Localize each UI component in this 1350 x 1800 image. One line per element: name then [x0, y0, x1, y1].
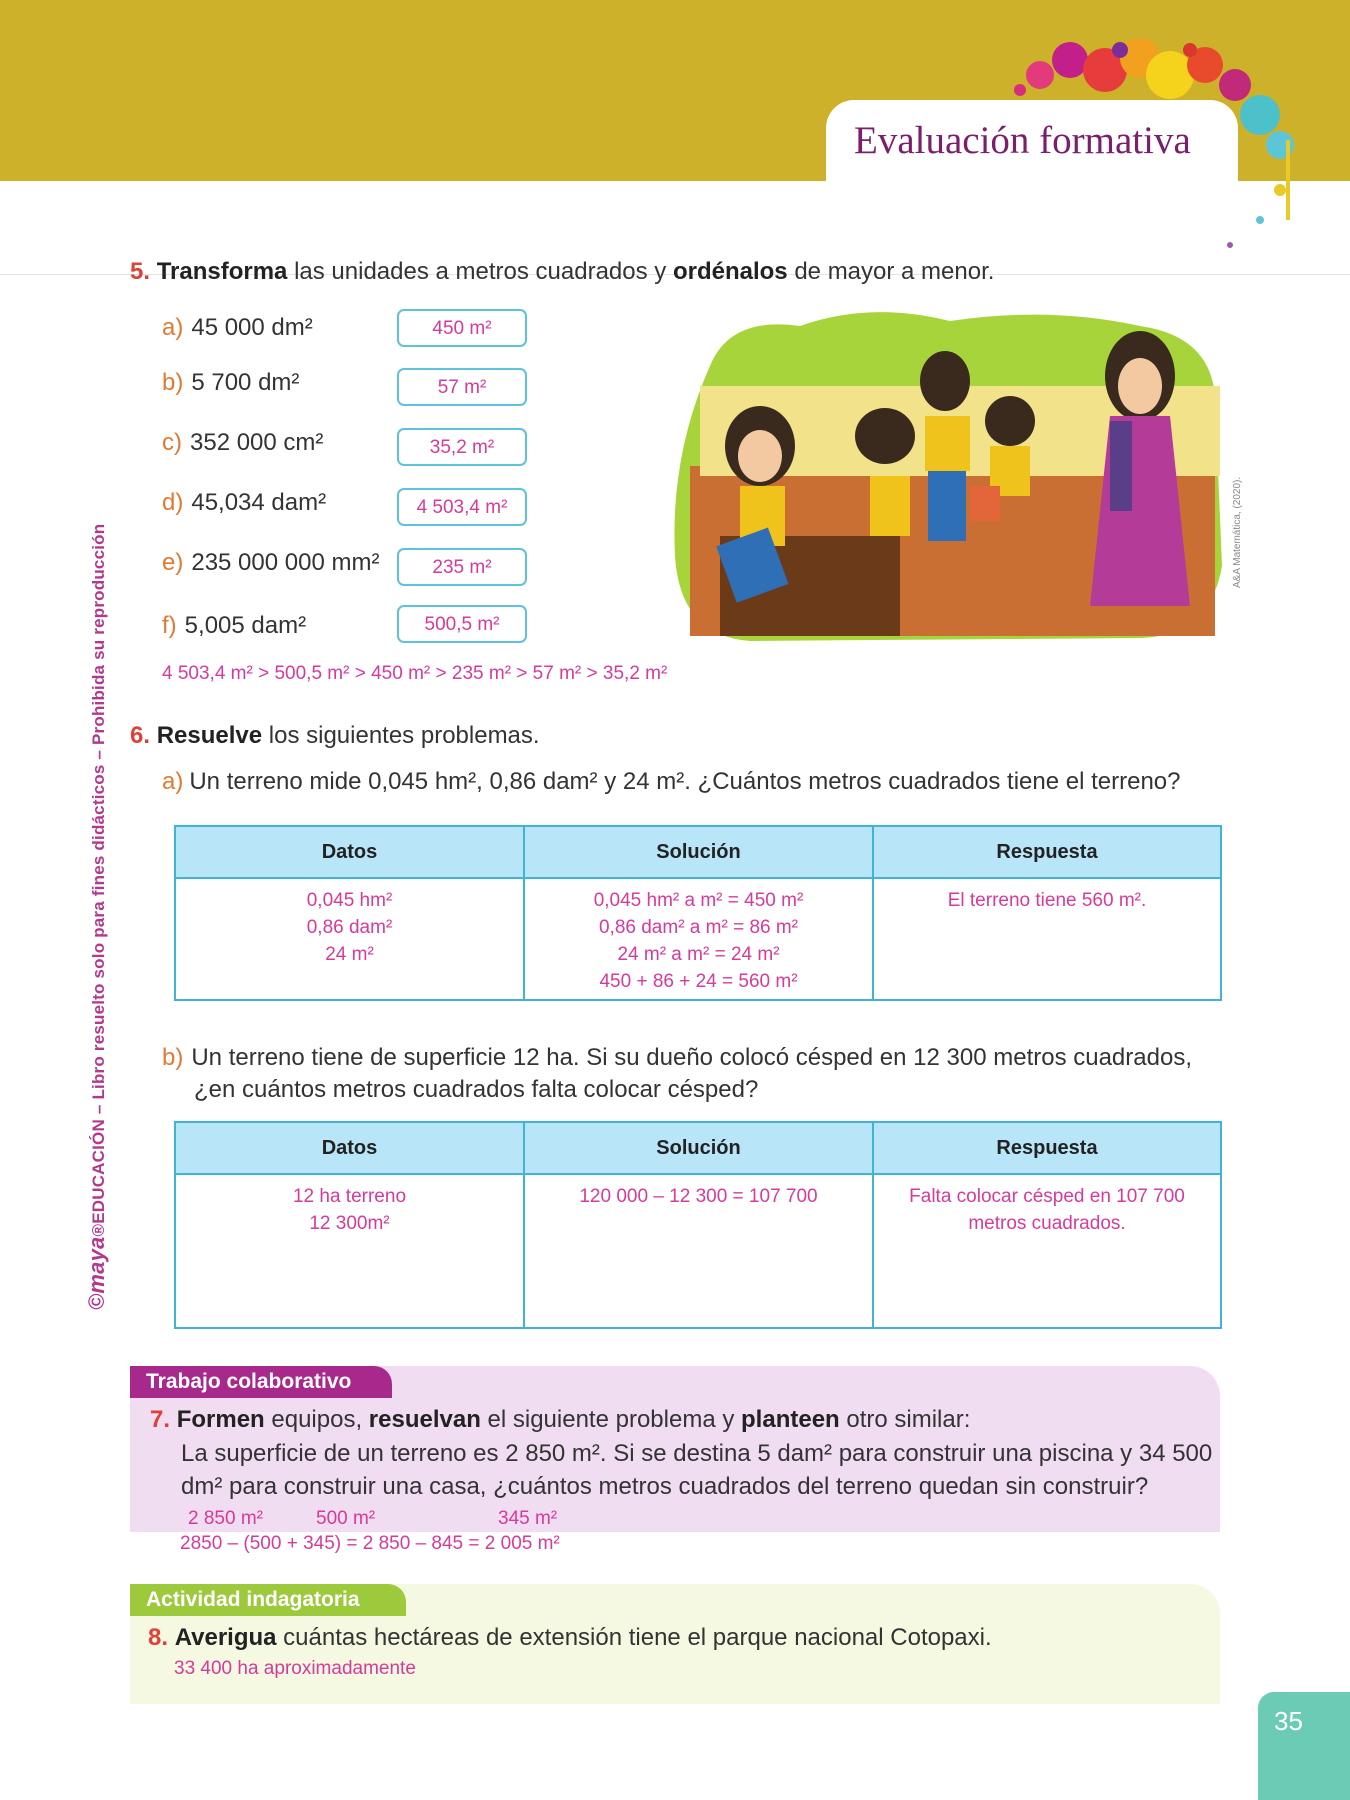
item-value: 352 000 cm²: [190, 429, 324, 456]
item-value: 5 700 dm²: [191, 369, 300, 396]
solucion-cell: [524, 1174, 873, 1328]
datos-cell: [175, 878, 524, 1000]
item-letter: b): [162, 1044, 184, 1071]
datos-cell: [175, 1174, 524, 1328]
question-6b: [162, 1044, 1192, 1072]
datos-line: 0,045 hm²: [306, 890, 393, 911]
item-letter: e): [162, 549, 184, 576]
question-number: 6.: [130, 722, 151, 749]
order-answer: 4 503,4 m² > 500,5 m² > 450 m² > 235 m² > 57 m² > 35,2 m²: [162, 663, 668, 684]
answer-box: 235 m²: [397, 548, 527, 586]
item-letter: a): [162, 314, 184, 341]
header-solucion: Solución: [524, 1122, 873, 1174]
item-letter: c): [162, 429, 182, 456]
brand-name: ©maya: [84, 1236, 109, 1310]
keyword: ordénalos: [672, 258, 788, 285]
item-letter: a): [162, 768, 184, 795]
datos-line: 12 300m²: [309, 1213, 390, 1234]
item-f: [162, 612, 306, 640]
item-value: 5,005 dam²: [184, 612, 307, 639]
keyword: Formen: [176, 1406, 265, 1433]
keyword: resuelvan: [368, 1406, 481, 1433]
header-respuesta: Respuesta: [873, 1122, 1221, 1174]
solucion-line: 24 m² a m² = 24 m²: [617, 944, 780, 965]
header-solucion: Solución: [524, 826, 873, 878]
question-number: 7.: [150, 1406, 171, 1433]
keyword: Resuelve: [156, 722, 263, 749]
question-text: las unidades a metros cuadrados y: [287, 258, 673, 285]
question-5: [130, 258, 994, 286]
respuesta-line: metros cuadrados.: [968, 1213, 1126, 1234]
header-datos: Datos: [175, 1122, 524, 1174]
copyright-note: ®EDUCACIÓN – Libro resuelto solo para fines didácticos – Prohibida su reproducción: [89, 523, 108, 1237]
activity-tag: Actividad indagatoria: [130, 1584, 406, 1616]
collab-answer-value: 2 850 m²: [188, 1508, 263, 1529]
question-6a: [162, 768, 1181, 796]
item-d: [162, 489, 326, 517]
question-6b-line2: ¿en cuántos metros cuadrados falta colocar césped?: [194, 1076, 759, 1103]
solucion-line: 0,045 hm² a m² = 450 m²: [593, 890, 804, 911]
answer-box: 57 m²: [397, 368, 527, 406]
answer-box: 450 m²: [397, 309, 527, 347]
question-text: el siguiente problema y: [480, 1406, 742, 1433]
solution-table-b: [174, 1121, 1222, 1329]
respuesta-cell: [873, 1174, 1221, 1328]
item-b: [162, 369, 299, 397]
keyword: Averigua: [174, 1624, 277, 1651]
children-classroom-illustration: [670, 306, 1222, 646]
item-value: 45,034 dam²: [191, 489, 327, 516]
item-c: [162, 429, 323, 457]
item-value: 235 000 000 mm²: [191, 549, 380, 576]
solucion-line: 120 000 – 12 300 = 107 700: [579, 1186, 818, 1207]
answer-box: 500,5 m²: [397, 605, 527, 643]
keyword: planteen: [741, 1406, 840, 1433]
image-credit: A&A Matemática, (2020).: [1232, 476, 1243, 588]
datos-line: 12 ha terreno: [292, 1186, 407, 1207]
question-number: 8.: [148, 1624, 169, 1651]
item-e: [162, 549, 379, 577]
question-text: los siguientes problemas.: [262, 722, 540, 749]
question-text: cuántas hectáreas de extensión tiene el parque nacional Cotopaxi.: [276, 1624, 992, 1651]
copyright-side-text: [84, 524, 110, 1310]
collab-answer-value: 500 m²: [316, 1508, 376, 1529]
solution-table-a: [174, 825, 1222, 1001]
question-7-line1: La superficie de un terreno es 2 850 m². Si se destina 5 dam² para construir una piscina y 34 500: [181, 1440, 1213, 1467]
title-tab: [826, 100, 1238, 204]
page-number: 35: [1274, 1706, 1303, 1736]
question-6: [130, 722, 540, 750]
page-number-tab: [1258, 1692, 1350, 1800]
question-8: [148, 1624, 992, 1652]
answer-box: 35,2 m²: [397, 428, 527, 466]
answer-box: 4 503,4 m²: [397, 488, 527, 526]
respuesta-line: El terreno tiene 560 m².: [947, 890, 1147, 911]
datos-line: 0,86 dam²: [306, 917, 393, 938]
question-number: 5.: [130, 258, 151, 285]
question-text: Un terreno mide 0,045 hm², 0,86 dam² y 24 m². ¿Cuántos metros cuadrados tiene el terreno?: [189, 768, 1181, 795]
item-letter: f): [162, 612, 177, 639]
collaborative-tag: Trabajo colaborativo: [130, 1366, 392, 1398]
datos-line: 24 m²: [325, 944, 374, 965]
page-title: Evaluación formativa: [854, 119, 1191, 162]
question-text: de mayor a menor.: [787, 258, 995, 285]
collab-answer-operation: 2850 – (500 + 345) = 2 850 – 845 = 2 005 m²: [180, 1533, 560, 1554]
question-7: [150, 1406, 970, 1434]
solucion-cell: [524, 878, 873, 1000]
item-a: [162, 314, 313, 342]
item-value: 45 000 dm²: [191, 314, 313, 341]
respuesta-line: Falta colocar césped en 107 700: [909, 1186, 1185, 1207]
solucion-line: 450 + 86 + 24 = 560 m²: [599, 971, 798, 992]
solucion-line: 0,86 dam² a m² = 86 m²: [598, 917, 799, 938]
collab-answer-value: 345 m²: [498, 1508, 558, 1529]
question-text: Un terreno tiene de superficie 12 ha. Si su dueño colocó césped en 12 300 metros cuadrados,: [191, 1044, 1192, 1071]
respuesta-cell: [873, 878, 1221, 1000]
question-text: otro similar:: [839, 1406, 971, 1433]
header-datos: Datos: [175, 826, 524, 878]
keyword: Transforma: [156, 258, 288, 285]
item-letter: b): [162, 369, 184, 396]
question-text: equipos,: [264, 1406, 369, 1433]
activity-answer: 33 400 ha aproximadamente: [174, 1658, 416, 1679]
item-letter: d): [162, 489, 184, 516]
header-respuesta: Respuesta: [873, 826, 1221, 878]
question-7-line2: dm² para construir una casa, ¿cuántos metros cuadrados del terreno quedan sin construir?: [181, 1473, 1149, 1500]
